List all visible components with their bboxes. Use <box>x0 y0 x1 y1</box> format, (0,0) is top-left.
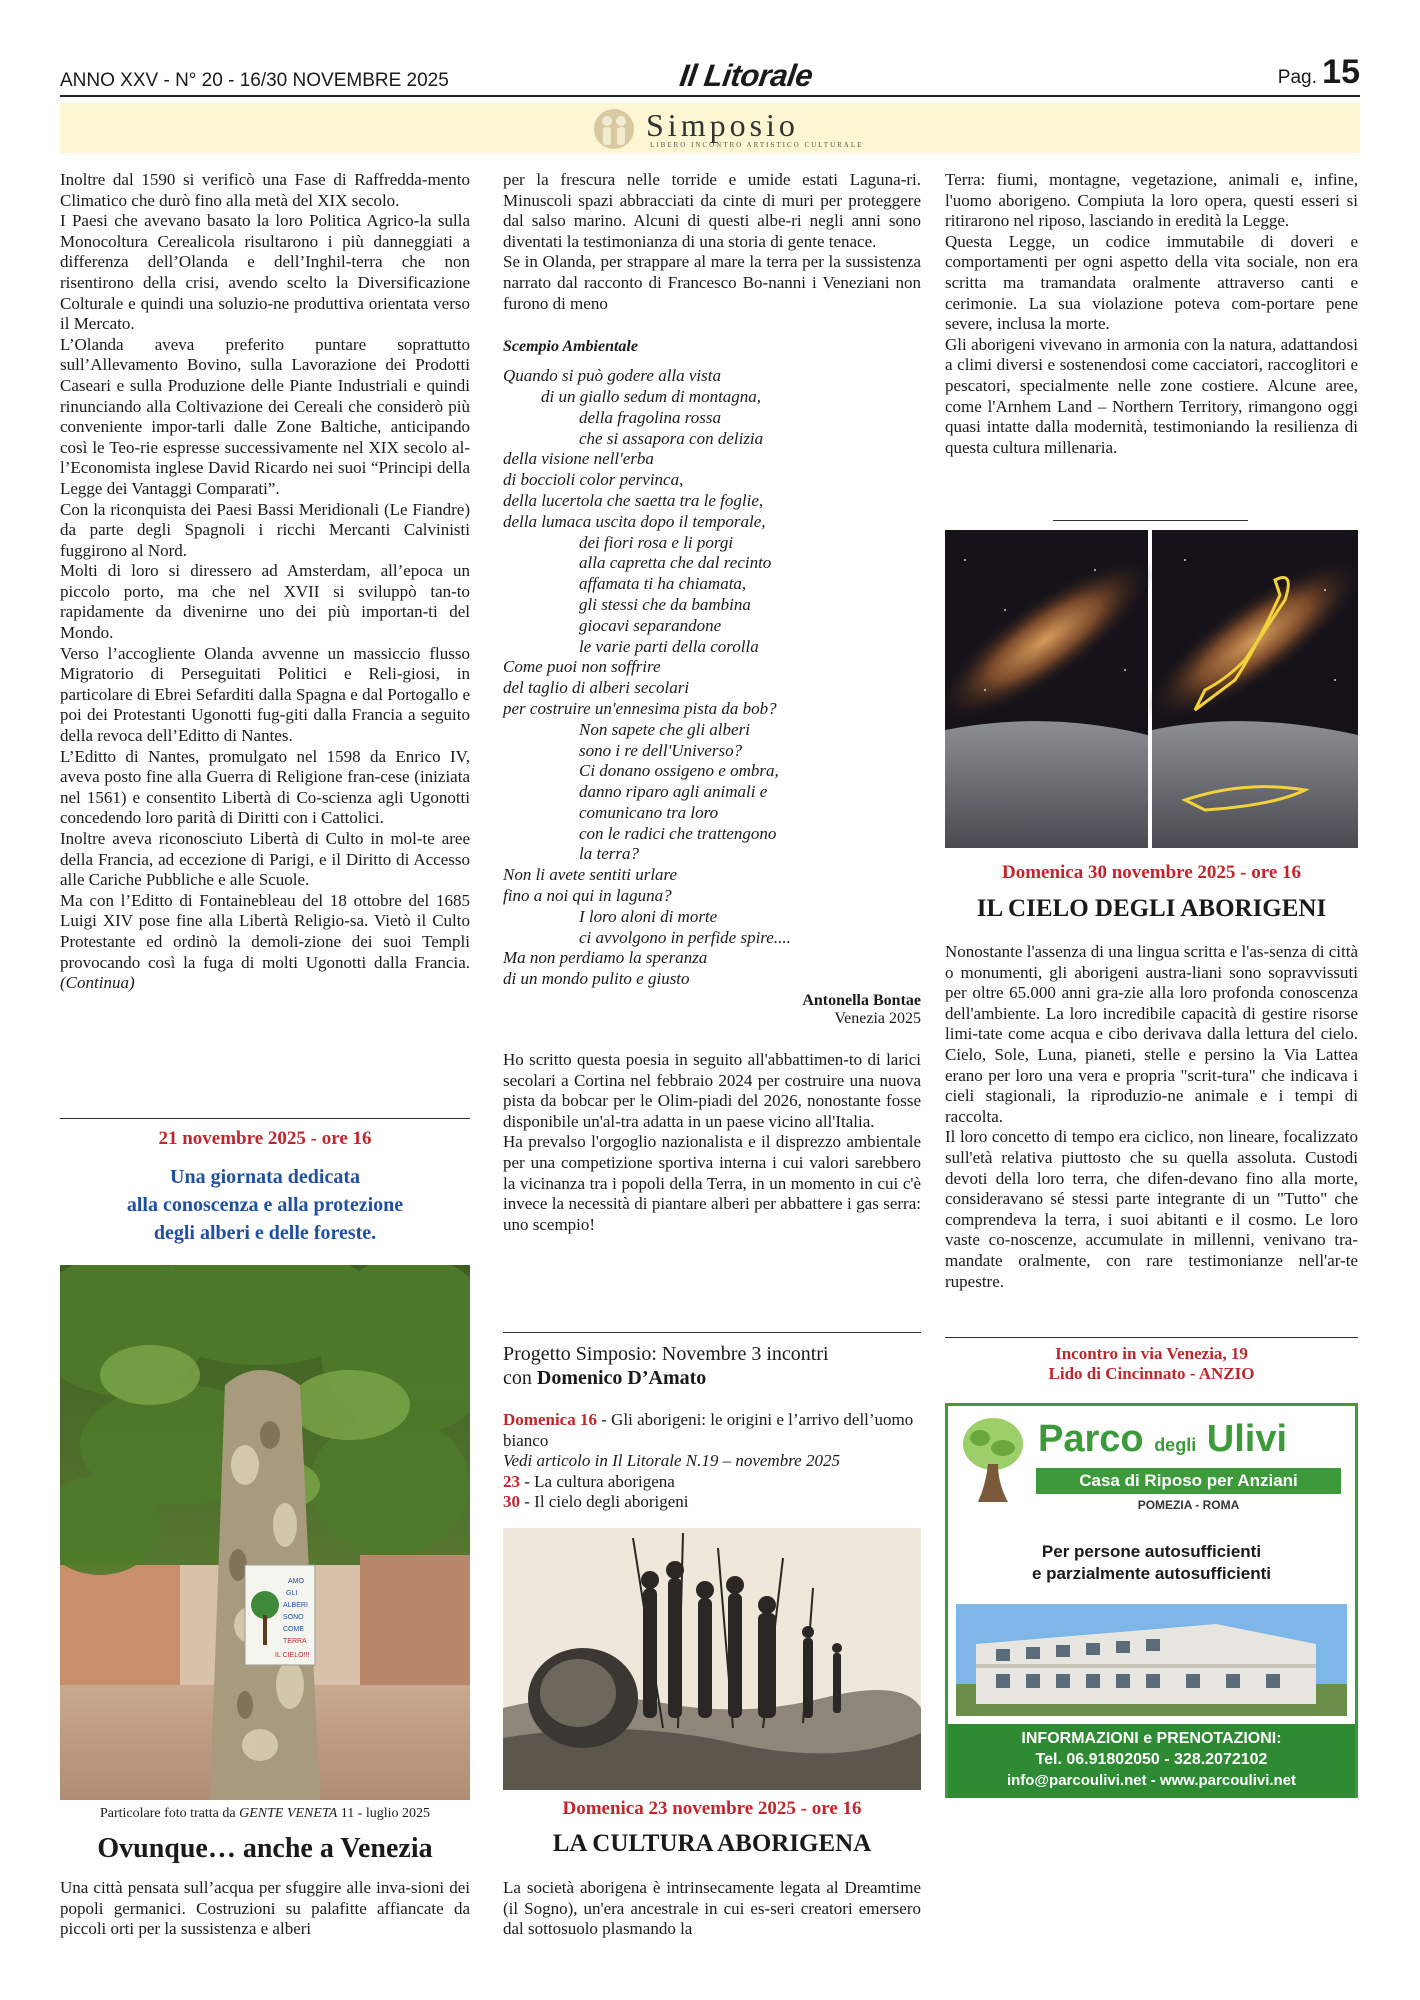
section-banner <box>60 103 1360 153</box>
poem-line: la terra? <box>579 844 639 864</box>
paragraph: Inoltre aveva riconosciuto Libertà di Culto in mol-te aree della Francia, ad eccezione di Parigi, e il Diritto di Accesso alle Cariche Pubbliche e alle Scuole. <box>60 829 470 890</box>
photo-caption <box>60 1806 470 1822</box>
ad-location: POMEZIA - ROMA <box>1137 1498 1240 1512</box>
poem-line: di un giallo sedum di montagna, <box>541 386 762 406</box>
ad-info-box <box>948 1724 1355 1798</box>
paragraph: Verso l’accogliente Olanda avvenne un massiccio flusso Migratorio di Perseguitati Politici e Reli-giosi, in particolare di Ebrei Sefarditi dalla Spagna e dal Portogallo e poi dei Protestanti Ugonotti fug-giti dalla Francia a seguito della revoca dell’Editto di Nantes. <box>60 643 470 746</box>
event-text-30 <box>945 942 1358 1292</box>
ad-contacts: info@parcoulivi.net - www.parcoulivi.net <box>1006 1772 1297 1789</box>
page-number-value: 15 <box>1322 53 1360 91</box>
schedule-day: 30 <box>503 1492 520 1512</box>
venezia-continued <box>503 170 921 314</box>
headline-venezia: Ovunque… anche a Venezia <box>97 1833 433 1864</box>
column-3 <box>945 170 1358 458</box>
tree-photo <box>60 1265 470 1800</box>
svg-text:AMO: AMO <box>288 1578 304 1585</box>
olive-tree-icon <box>958 1414 1028 1504</box>
progetto-name: Domenico D’Amato <box>536 1367 707 1389</box>
divider <box>503 1332 921 1333</box>
section-tagline: LIBERO INCONTRO ARTISTICO CULTURALE <box>650 141 864 149</box>
ad-brand <box>1038 1418 1287 1461</box>
ad-phones: Tel. 06.91802050 - 328.2072102 <box>1035 1751 1268 1768</box>
poem-line: della visione nell'erba <box>503 449 654 469</box>
venue-line: Lido di Cincinnato - ANZIO <box>1048 1364 1255 1383</box>
divider <box>60 1118 470 1119</box>
paragraph: L’Olanda aveva preferito puntare soprattutto sull’Allevamento Bovino, sulla Lavorazione dei Prodotti Caseari e sulla Produzione delle Piante Industriali e quindi rinunciando alla Coltivazione dei Cereali che considerò più conveniente impor-tarli dalle Zone Baltiche, anticipando così le Teo-rie espresse successivamente nel XIX secolo al-l’Economista inglese David Ricardo nei suoi “Principi della Legge dei Vantaggi Comparati”. <box>60 334 470 498</box>
milky-way-photo <box>945 530 1358 848</box>
paragraph: Questa Legge, un codice immutabile di doveri e comportamenti per ogni aspetto della vita sociale, non era scritta ma tramandata oralmente attraverso canti e cerimonie. La sua violazione poteva com-portare pene severe, inclusa la morte. <box>945 231 1358 334</box>
column-1 <box>60 170 470 994</box>
ad-brand-a: Parco <box>1038 1418 1144 1460</box>
paragraph: per la frescura nelle torride e umide estati Laguna-ri. Minuscoli spazi abbracciati da cinte di muri per proteggere dal salso marino. Alcuni di questi albe-ri negli anni sono diventati la testimonianza di una storia di gente tenace. <box>503 170 921 251</box>
progetto-speaker <box>503 1366 921 1390</box>
paragraph: Nonostante l'assenza di una lingua scritta e l'as-senza di città o monumenti, gli aborigeni austra-liani sono sopravvissuti per oltre 65.000 anni gra-zie alla loro profonda conoscenza dell'ambiente. La loro incredibile capacità di gestire risorse limi-tate come acqua e cibo derivava dalla lettura del cielo. Cielo, Sole, Luna, pianeti, stelle e persino la Via Lattea erano per loro una vera e propria "scrit-tura" che indicava i cieli stagionali, la riproduzio-ne animale e i tempi di raccolta. <box>945 942 1358 1126</box>
poem-line: alla capretta che dal recinto <box>579 553 772 573</box>
ad-info-title: INFORMAZIONI e PRENOTAZIONI: <box>1021 1730 1282 1747</box>
paragraph: Molti di loro si diressero ad Amsterdam, all’epoca un piccolo porto, ma che nel XVII si sviluppò tan-to rapidamente da divenirne uno dei più importan-ti del Mondo. <box>60 561 470 643</box>
schedule-item <box>503 1472 921 1493</box>
svg-text:GLI: GLI <box>286 1590 298 1597</box>
header-rule <box>60 95 1360 97</box>
article-olanda <box>60 170 470 994</box>
sky-image <box>945 530 1358 848</box>
svg-text:TERRA: TERRA <box>283 1638 307 1645</box>
page-number <box>1278 53 1360 92</box>
schedule-day: 23 <box>503 1471 520 1491</box>
poem-line: per costruire un'ennesima pista da bob? <box>503 698 777 718</box>
event-title-line: alla conoscenza e alla protezione <box>126 1194 404 1216</box>
ad-tag-line: Per persone autosufficienti <box>1041 1542 1262 1561</box>
event-title-30: IL CIELO DEGLI ABORIGENI <box>976 895 1327 922</box>
poem-line: Quando si può godere alla vista <box>503 366 721 386</box>
poem-line: dei fiori rosa e li porgi <box>579 532 734 552</box>
aborigeni-continued <box>945 170 1358 458</box>
progetto-title: Progetto Simposio: Novembre 3 incontri <box>503 1343 829 1365</box>
schedule-day: Domenica 16 <box>503 1410 597 1429</box>
paragraph: Inoltre dal 1590 si verificò una Fase di Raffredda-mento Climatico che durò fino alla metà del XIX secolo. <box>60 170 470 210</box>
poem-line: le varie parti della corolla <box>579 636 759 656</box>
poem-line: fino a noi qui in laguna? <box>503 886 672 906</box>
poem-line: gli stessi che da bambina <box>579 594 751 614</box>
simposio-logo-icon <box>590 107 638 151</box>
poem-line: ci avvolgono in perfide spire.... <box>579 927 791 947</box>
ad-brand-c: Ulivi <box>1206 1418 1288 1460</box>
aborigines-engraving <box>503 1528 921 1790</box>
ad-subtitle: Casa di Riposo per Anziani <box>1036 1468 1341 1494</box>
paragraph: Se in Olanda, per strappare al mare la terra per la sussistenza narrato dal racconto di Francesco Bo-nanni i Veneziani non furono di meno <box>503 252 921 313</box>
poem-line: della lumaca uscita dopo il temporale, <box>503 511 766 531</box>
continua-label: (Continua) <box>60 973 135 993</box>
event-title-line: Una giornata dedicata <box>170 1166 360 1188</box>
svg-text:COME: COME <box>283 1626 304 1633</box>
event-date-30: Domenica 30 novembre 2025 - ore 16 <box>1001 862 1302 883</box>
svg-text:SONO: SONO <box>283 1614 304 1621</box>
tree-photo-image <box>60 1265 470 1800</box>
venezia-text: Una città pensata sull’acqua per sfuggire alle inva-sioni dei popoli germanici. Costruzioni su palafitte affiancate da piccoli orti per la sussistenza e alberi <box>60 1878 470 1939</box>
paragraph: Con la riconquista dei Paesi Bassi Meridionali (Le Fiandre) da parte degli Spagnoli i ricchi Mercanti Calvinisti fuggirono al Nord. <box>60 499 470 560</box>
poem-title: Scempio Ambientale <box>503 338 638 356</box>
poem-line: Come puoi non soffrire <box>503 657 661 677</box>
ad-building-photo <box>956 1604 1347 1716</box>
paragraph: L’Editto di Nantes, promulgato nel 1598 da Enrico IV, aveva posto fine alla Guerra di Religione fran-cese (iniziata nel 1561) e consentito Libertà di Co-scienza agli Ugonotti concedendo loro parità di Diritti con i Cattolici. <box>60 746 470 828</box>
poem-line: danno riparo agli animali e <box>579 782 768 802</box>
poem-line: della lucertola che saetta tra le foglie, <box>503 490 764 510</box>
schedule-ref: Vedi articolo in Il Litorale N.19 – novembre 2025 <box>503 1451 840 1471</box>
poem-line: del taglio di alberi secolari <box>503 678 690 698</box>
poem-line: I loro aloni di morte <box>579 906 718 926</box>
caption-suffix: 11 - luglio 2025 <box>340 1806 431 1821</box>
venue-line: Incontro in via Venezia, 19 <box>1055 1344 1248 1363</box>
issue-line: ANNO XXV - N° 20 - 16/30 NOVEMBRE 2025 <box>60 70 449 91</box>
event-text-23: La società aborigena è intrinsecamente legata al Dreamtime (il Sogno), un'era ancestrale in cui es-seri creatori emersero dal sottosuolo plasmando la <box>503 1878 921 1939</box>
paragraph: Terra: fiumi, montagne, vegetazione, animali e, infine, l'uomo aborigeno. Compiuta la loro opera, questi esseri si ritirarono nel riposo, lasciando in eredità la Legge. <box>945 170 1358 231</box>
poem-line: comunicano tra loro <box>579 802 719 822</box>
schedule-text: - Gli aborigeni: le origini e l’arrivo dell’uomo bianco <box>503 1410 914 1450</box>
paragraph: Ho scritto questa poesia in seguito all'abbattimen-to di larici secolari a Cortina nel febbraio 2024 per costruire una nuova pista da bobcar per le Olim-piadi del 2026, nonostante fosse disponibile un'al-tra adatta in un paese vicino all'Italia. <box>503 1050 921 1131</box>
paragraph: Gli aborigeni vivevano in armonia con la natura, adattandosi a climi diversi e sostenendosi come cacciatori, raccoglitori e pescatori, specialmente nelle zone costiere. Alcune aree, come l'Arnhem Land – Northern Territory, rimangono oggi quasi intatte dalla modernità, testimoniando la resilienza di questa cultura millenaria. <box>945 334 1358 457</box>
svg-text:IL CIELO!!!: IL CIELO!!! <box>275 1652 310 1659</box>
poem-line: di boccioli color pervinca, <box>503 470 684 490</box>
paragraph: I Paesi che avevano basato la loro Politica Agrico-la sulla Monocoltura Cerealicola risultarono i più danneggiati a differenza dell’Olanda e dell’Inghil-terra che non risentirono della crisi, avendo scelto la Diversificazione Colturale e quindi una soluzio-ne produttiva orientata verso il Mercato. <box>60 211 470 334</box>
ad-tagline <box>948 1541 1355 1585</box>
masthead: Il Litorale <box>677 58 815 93</box>
caption-source: GENTE VENETA <box>239 1806 338 1821</box>
schedule-item <box>503 1410 921 1451</box>
short-divider <box>1053 520 1248 521</box>
schedule-text: - Il cielo degli aborigeni <box>524 1492 689 1512</box>
venue <box>945 1344 1358 1384</box>
paragraph <box>60 891 470 994</box>
poem-line: Ma non perdiamo la speranza <box>503 948 708 968</box>
paragraph: Ha prevalso l'orgoglio nazionalista e il disprezzo ambientale per una competizione sportiva interna i cui valori sarebbero la vicinanza tra i popoli della Terra, in un momento in cui c'è invece la necessità di piantare alberi per abbattere i gas serra: uno scempio! <box>503 1132 921 1234</box>
poem-line: di un mondo pulito e giusto <box>503 969 690 989</box>
ad-brand-b: degli <box>1154 1435 1197 1455</box>
poem <box>503 366 921 990</box>
poem-line: con le radici che trattengono <box>579 823 777 843</box>
event-title-line: degli alberi e delle foreste. <box>153 1222 377 1244</box>
poem-place: Venezia 2025 <box>834 1010 921 1028</box>
svg-text:ALBERI: ALBERI <box>283 1602 308 1609</box>
ad-tag-line: e parzialmente autosufficienti <box>1032 1564 1271 1583</box>
engraving-image <box>503 1528 921 1790</box>
poem-line: Ci donano ossigeno e ombra, <box>579 761 779 781</box>
event-title-21 <box>60 1163 470 1247</box>
event-date-21: 21 novembre 2025 - ore 16 <box>158 1128 372 1149</box>
column-2 <box>503 170 921 1235</box>
poem-line: Non sapete che gli alberi <box>579 719 750 739</box>
poem-line: che si assapora con delizia <box>579 428 764 448</box>
section-name: Simposio <box>646 107 799 143</box>
progetto-box <box>503 1342 921 1390</box>
divider <box>945 1337 1358 1338</box>
schedule-item <box>503 1492 921 1513</box>
poem-line: giocavi separandone <box>579 615 722 635</box>
poem-note <box>503 1050 921 1235</box>
progetto-schedule <box>503 1410 921 1513</box>
poem-line: sono i re dell'Universo? <box>579 740 743 760</box>
ad-parco-ulivi <box>945 1403 1358 1798</box>
page-label: Pag. <box>1277 67 1317 88</box>
page-header <box>60 53 1360 94</box>
progetto-with: con <box>503 1367 532 1389</box>
schedule-text: - La cultura aborigena <box>524 1471 675 1491</box>
poem-line: della fragolina rossa <box>579 407 721 427</box>
event-date-23: Domenica 23 novembre 2025 - ore 16 <box>562 1798 862 1819</box>
last-paragraph-text: Ma con l’Editto di Fontainebleau del 18 ottobre del 1685 Luigi XIV pose fine alla Libertà Religio-sa. Vietò il Culto Protestante ed ordinò la demoli-zione dei suoi Templi provocando così la fuga di molti Ugonotti dalla Francia. <box>60 890 470 972</box>
poem-line: Non li avete sentiti urlare <box>503 865 678 885</box>
paragraph: Il loro concetto di tempo era ciclico, non lineare, focalizzato sull'età relativa piuttosto che su quella assoluta. Custodi devoti della loro terra, che difen-devano fino alla morte, consideravano sé stessi parte integrante di un "Tutto" che comprendeva la terra, i suoi abitanti e il cosmo. Le loro vaste co-noscenze, accumulate in millenni, venivano tra-mandate oralmente, con rare testimonianze nell'ar-te rupestre. <box>945 1127 1358 1291</box>
caption-prefix: Particolare foto tratta da <box>99 1806 236 1821</box>
poem-author: Antonella Bontae <box>802 992 921 1010</box>
event-title-23: LA CULTURA ABORIGENA <box>552 1830 872 1857</box>
poem-line: affamata ti ha chiamata, <box>579 574 747 594</box>
